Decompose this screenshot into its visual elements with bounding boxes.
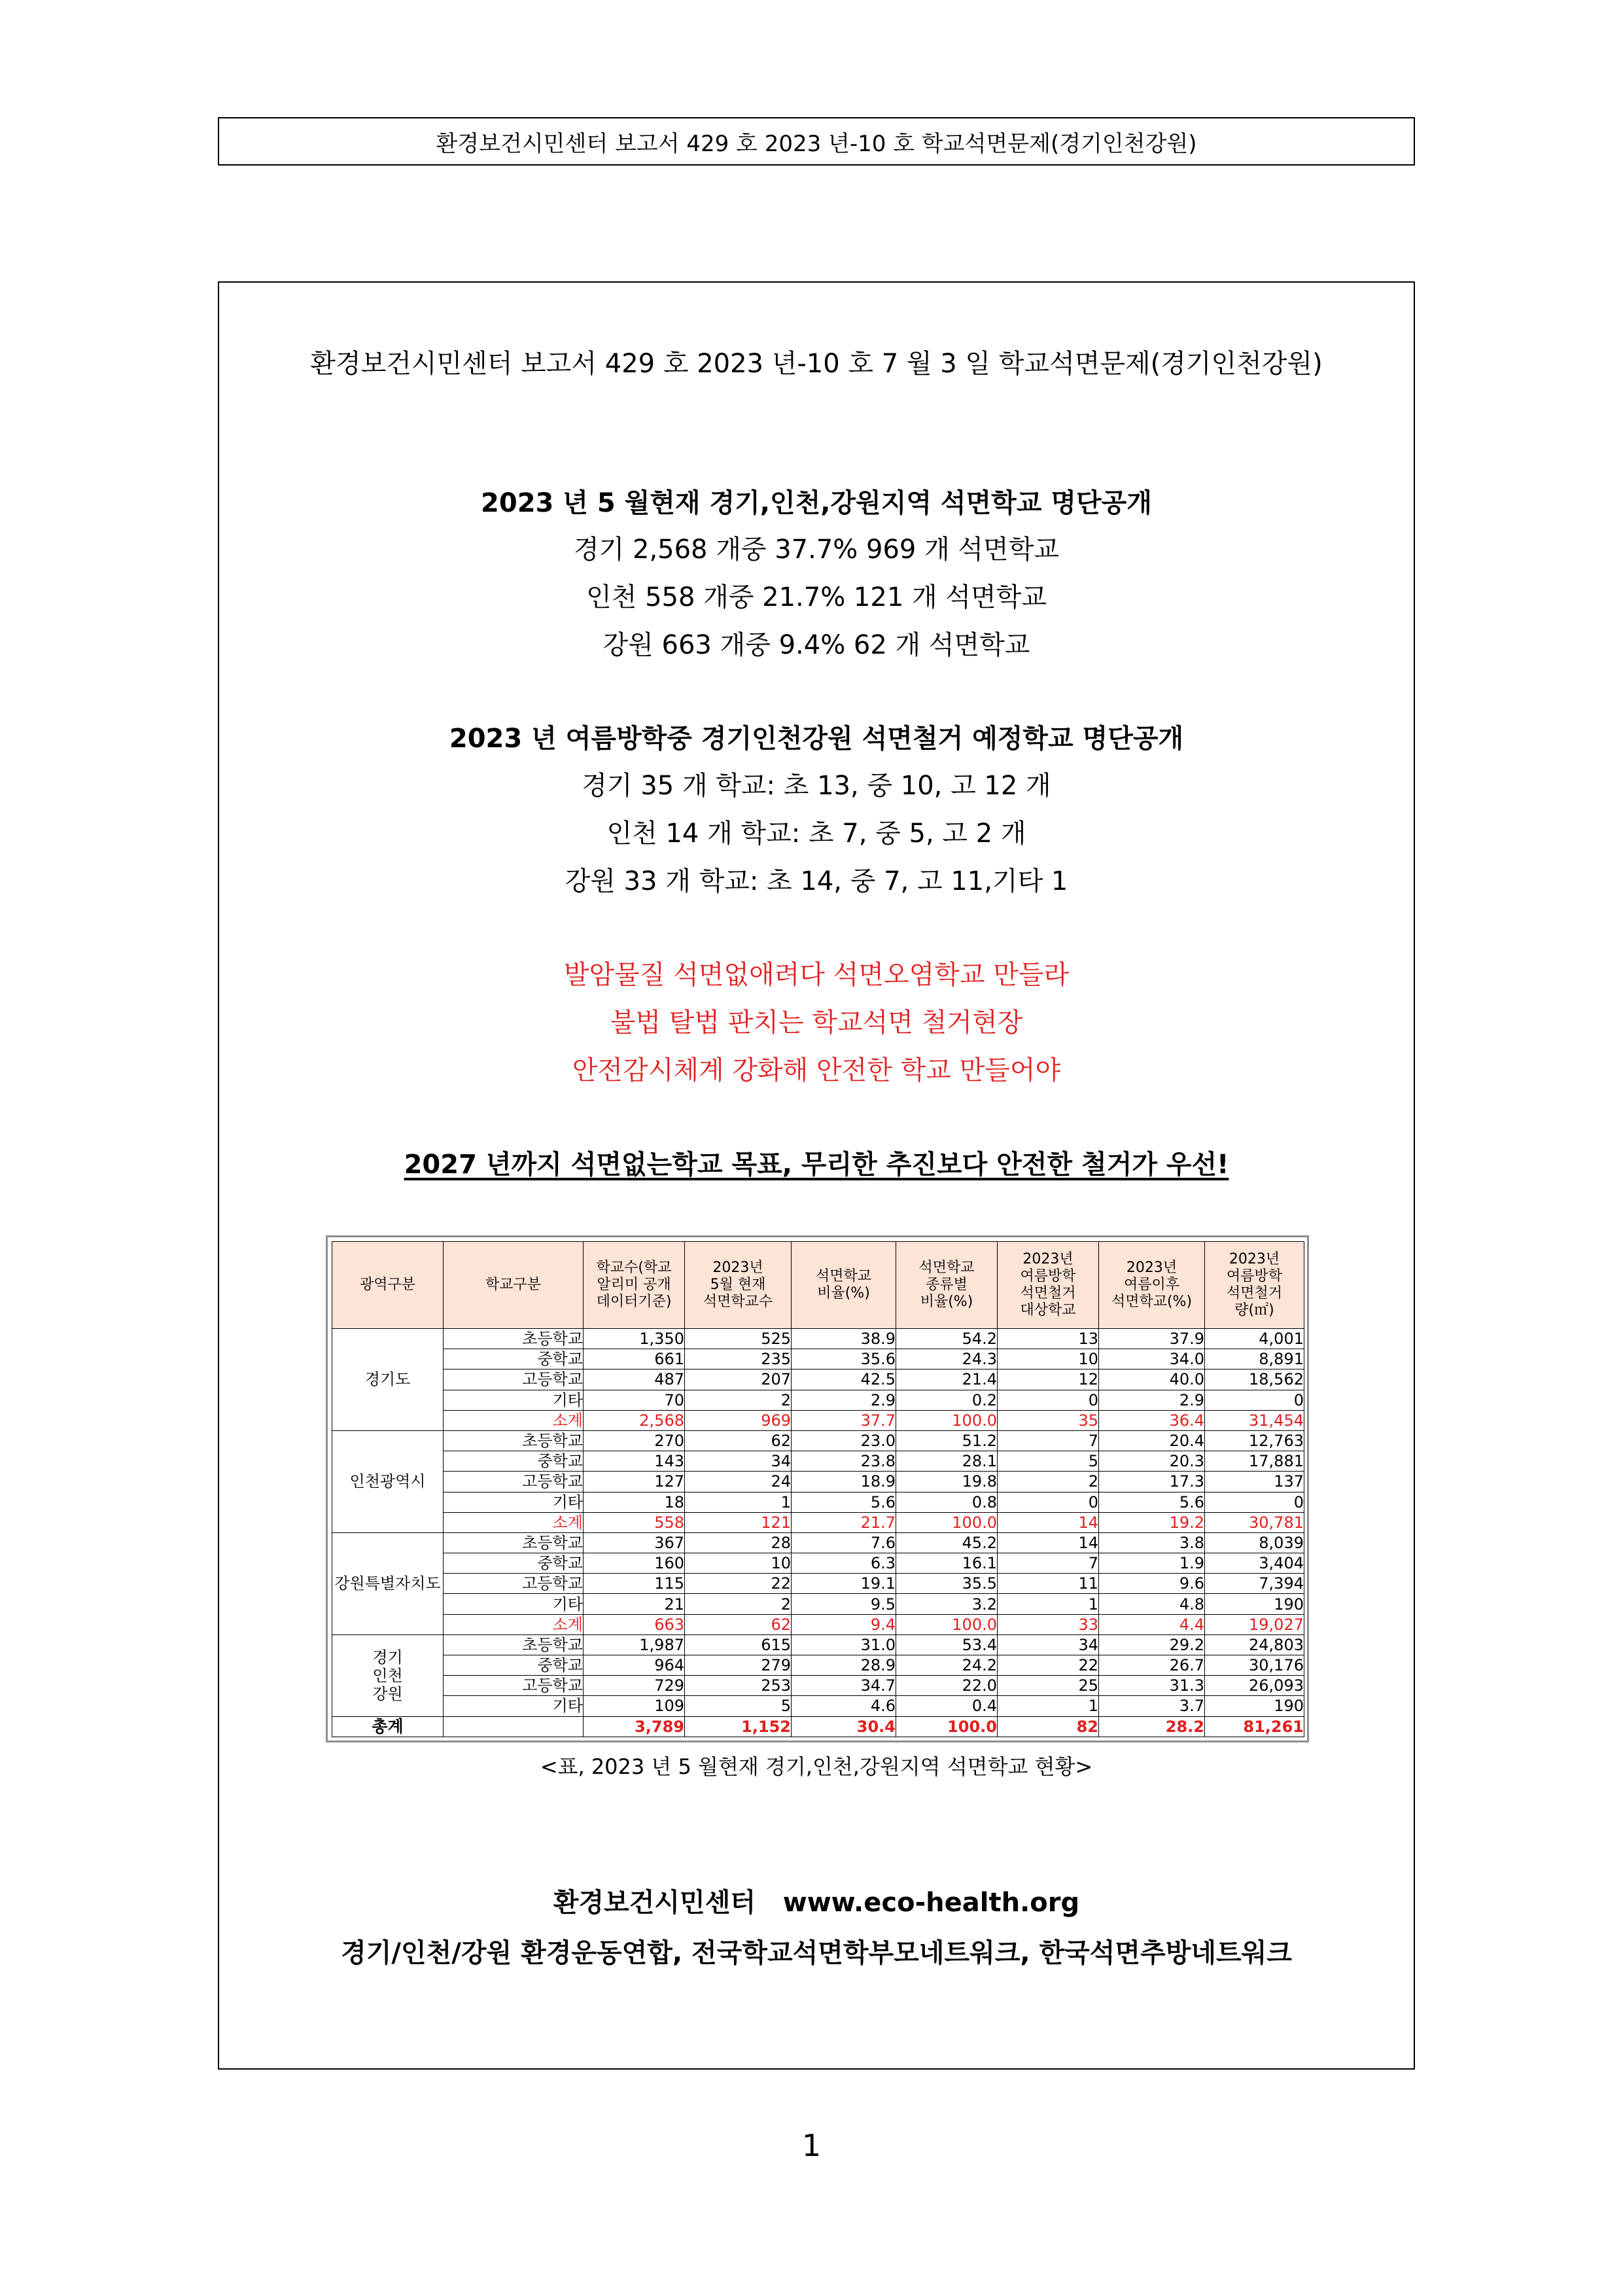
- section2-line-gyeonggi: 경기 35 개 학교: 초 13, 중 10, 고 12 개: [582, 771, 1051, 801]
- value-cell: 37.9: [1099, 1329, 1205, 1349]
- value-cell: 5: [685, 1696, 792, 1716]
- value-cell: 4.6: [792, 1696, 896, 1716]
- value-cell: 42.5: [792, 1369, 896, 1390]
- value-cell: 7: [998, 1553, 1099, 1574]
- table-subtotal-row: [332, 1512, 1304, 1532]
- value-cell: 31.3: [1099, 1676, 1205, 1696]
- value-cell: 1: [998, 1696, 1099, 1716]
- value-cell: 22: [998, 1655, 1099, 1676]
- value-cell: 2: [685, 1390, 792, 1410]
- region-cell: 강원특별자치도: [332, 1532, 444, 1634]
- value-cell: 143: [584, 1451, 685, 1472]
- table-subtotal-row: [332, 1410, 1304, 1430]
- value-cell: 24: [685, 1472, 792, 1492]
- value-cell: 24.2: [896, 1655, 998, 1676]
- value-cell: 1,350: [584, 1329, 685, 1349]
- school-type-cell: 고등학교: [444, 1574, 584, 1594]
- region-cell: 인천광역시: [332, 1430, 444, 1532]
- value-cell: 24,803: [1205, 1634, 1304, 1655]
- goal-headline: 2027 년까지 석면없는학교 목표, 무리한 추진보다 안전한 철거가 우선!: [404, 1150, 1229, 1180]
- value-cell: 28.1: [896, 1451, 998, 1472]
- school-type-cell: 초등학교: [444, 1329, 584, 1349]
- value-cell: 24.3: [896, 1349, 998, 1369]
- school-type-cell: 고등학교: [444, 1676, 584, 1696]
- value-cell: 53.4: [896, 1634, 998, 1655]
- value-cell: 12: [998, 1369, 1099, 1390]
- school-type-cell: 중학교: [444, 1655, 584, 1676]
- value-cell: 20.4: [1099, 1430, 1205, 1451]
- value-cell: 51.2: [896, 1430, 998, 1451]
- value-cell: 22.0: [896, 1676, 998, 1696]
- header-school-type: 학교구분: [444, 1242, 584, 1329]
- total-value-cell: 81,261: [1205, 1716, 1304, 1737]
- section1-title: 2023 년 5 월현재 경기,인천,강원지역 석면학교 명단공개: [481, 488, 1152, 518]
- table-header-row: [332, 1242, 1304, 1329]
- table-row: [332, 1655, 1304, 1676]
- school-type-cell: 초등학교: [444, 1634, 584, 1655]
- value-cell: 13: [998, 1329, 1099, 1349]
- table-subtotal-row: [332, 1614, 1304, 1634]
- value-cell: 4,001: [1205, 1329, 1304, 1349]
- value-cell: 7,394: [1205, 1574, 1304, 1594]
- value-cell: 235: [685, 1349, 792, 1369]
- value-cell: 18,562: [1205, 1369, 1304, 1390]
- table-caption: <표, 2023 년 5 월현재 경기,인천,강원지역 석면학교 현황>: [540, 1754, 1093, 1779]
- table-row: [332, 1696, 1304, 1716]
- value-cell: 0: [1205, 1390, 1304, 1410]
- value-cell: 127: [584, 1472, 685, 1492]
- total-value-cell: [444, 1716, 584, 1737]
- value-cell: 19.8: [896, 1472, 998, 1492]
- value-cell: 2.9: [792, 1390, 896, 1410]
- school-type-cell: 소계: [444, 1512, 584, 1532]
- value-cell: 270: [584, 1430, 685, 1451]
- school-type-cell: 소계: [444, 1410, 584, 1430]
- table-row: [332, 1349, 1304, 1369]
- value-cell: 487: [584, 1369, 685, 1390]
- section2-line-incheon: 인천 14 개 학교: 초 7, 중 5, 고 2 개: [606, 819, 1026, 849]
- value-cell: 19.1: [792, 1574, 896, 1594]
- value-cell: 16.1: [896, 1553, 998, 1574]
- value-cell: 12,763: [1205, 1430, 1304, 1451]
- value-cell: 30,781: [1205, 1512, 1304, 1532]
- value-cell: 26.7: [1099, 1655, 1205, 1676]
- value-cell: 40.0: [1099, 1369, 1205, 1390]
- school-type-cell: 초등학교: [444, 1430, 584, 1451]
- value-cell: 0: [998, 1492, 1099, 1512]
- value-cell: 2.9: [1099, 1390, 1205, 1410]
- statistics-table-frame: [326, 1235, 1309, 1742]
- school-type-cell: 초등학교: [444, 1532, 584, 1553]
- value-cell: 20.3: [1099, 1451, 1205, 1472]
- value-cell: 969: [685, 1410, 792, 1430]
- value-cell: 121: [685, 1512, 792, 1532]
- header-asbestos-ratio: 석면학교 비율(%): [792, 1242, 896, 1329]
- value-cell: 1.9: [1099, 1553, 1205, 1574]
- value-cell: 0: [998, 1390, 1099, 1410]
- header-type-ratio: 석면학교 종류별 비율(%): [896, 1242, 998, 1329]
- value-cell: 31,454: [1205, 1410, 1304, 1430]
- value-cell: 0.2: [896, 1390, 998, 1410]
- value-cell: 9.6: [1099, 1574, 1205, 1594]
- value-cell: 25: [998, 1676, 1099, 1696]
- value-cell: 729: [584, 1676, 685, 1696]
- total-value-cell: 3,789: [584, 1716, 685, 1737]
- value-cell: 5.6: [1099, 1492, 1205, 1512]
- table-row: [332, 1634, 1304, 1655]
- section1-line-gangwon: 강원 663 개중 9.4% 62 개 석면학교: [602, 630, 1030, 660]
- value-cell: 7.6: [792, 1532, 896, 1553]
- value-cell: 1: [685, 1492, 792, 1512]
- running-header: [218, 117, 1415, 166]
- value-cell: 615: [685, 1634, 792, 1655]
- value-cell: 5: [998, 1451, 1099, 1472]
- school-type-cell: 고등학교: [444, 1369, 584, 1390]
- value-cell: 0: [1205, 1492, 1304, 1512]
- value-cell: 28.9: [792, 1655, 896, 1676]
- table-row: [332, 1532, 1304, 1553]
- value-cell: 22: [685, 1574, 792, 1594]
- header-region: 광역구분: [332, 1242, 444, 1329]
- school-type-cell: 기타: [444, 1492, 584, 1512]
- value-cell: 34.0: [1099, 1349, 1205, 1369]
- value-cell: 17.3: [1099, 1472, 1205, 1492]
- footer-org-line: 환경보건시민센터 www.eco-health.org: [553, 1888, 1080, 1918]
- value-cell: 4.4: [1099, 1614, 1205, 1634]
- value-cell: 253: [685, 1676, 792, 1696]
- value-cell: 7: [998, 1430, 1099, 1451]
- header-school-count: 학교수(학교 알리미 공개 데이터기준): [584, 1242, 685, 1329]
- table-row: [332, 1594, 1304, 1614]
- value-cell: 70: [584, 1390, 685, 1410]
- value-cell: 2: [998, 1472, 1099, 1492]
- table-row: [332, 1472, 1304, 1492]
- value-cell: 34.7: [792, 1676, 896, 1696]
- value-cell: 36.4: [1099, 1410, 1205, 1430]
- region-cell: 경기 인천 강원: [332, 1634, 444, 1716]
- value-cell: 21: [584, 1594, 685, 1614]
- value-cell: 4.8: [1099, 1594, 1205, 1614]
- section2-line-gangwon: 강원 33 개 학교: 초 14, 중 7, 고 11,기타 1: [565, 866, 1068, 896]
- value-cell: 100.0: [896, 1614, 998, 1634]
- table-row: [332, 1492, 1304, 1512]
- value-cell: 19,027: [1205, 1614, 1304, 1634]
- value-cell: 33: [998, 1614, 1099, 1634]
- value-cell: 9.4: [792, 1614, 896, 1634]
- school-type-cell: 고등학교: [444, 1472, 584, 1492]
- school-type-cell: 기타: [444, 1594, 584, 1614]
- section2-title: 2023 년 여름방학중 경기인천강원 석면철거 예정학교 명단공개: [449, 724, 1184, 754]
- value-cell: 35.6: [792, 1349, 896, 1369]
- value-cell: 23.0: [792, 1430, 896, 1451]
- value-cell: 558: [584, 1512, 685, 1532]
- value-cell: 26,093: [1205, 1676, 1304, 1696]
- value-cell: 661: [584, 1349, 685, 1369]
- header-asbestos-schools: 2023년 5월 현재 석면학교수: [685, 1242, 792, 1329]
- table-row: [332, 1430, 1304, 1451]
- school-type-cell: 소계: [444, 1614, 584, 1634]
- value-cell: 28: [685, 1532, 792, 1553]
- value-cell: 100.0: [896, 1410, 998, 1430]
- table-row: [332, 1574, 1304, 1594]
- report-body-frame: [218, 281, 1415, 2070]
- value-cell: 3.7: [1099, 1696, 1205, 1716]
- value-cell: 21.7: [792, 1512, 896, 1532]
- value-cell: 9.5: [792, 1594, 896, 1614]
- value-cell: 279: [685, 1655, 792, 1676]
- value-cell: 11: [998, 1574, 1099, 1594]
- total-value-cell: 1,152: [685, 1716, 792, 1737]
- value-cell: 0.8: [896, 1492, 998, 1512]
- value-cell: 8,891: [1205, 1349, 1304, 1369]
- warning-line-3: 안전감시체계 강화해 안전한 학교 만들어야: [572, 1055, 1061, 1086]
- value-cell: 109: [584, 1696, 685, 1716]
- header-removal-area: 2023년 여름방학 석면철거 량(㎡): [1205, 1242, 1304, 1329]
- value-cell: 62: [685, 1430, 792, 1451]
- total-value-cell: 28.2: [1099, 1716, 1205, 1737]
- value-cell: 37.7: [792, 1410, 896, 1430]
- value-cell: 5.6: [792, 1492, 896, 1512]
- value-cell: 21.4: [896, 1369, 998, 1390]
- value-cell: 29.2: [1099, 1634, 1205, 1655]
- value-cell: 2,568: [584, 1410, 685, 1430]
- value-cell: 17,881: [1205, 1451, 1304, 1472]
- total-value-cell: 82: [998, 1716, 1099, 1737]
- asbestos-school-table: [332, 1241, 1304, 1737]
- value-cell: 54.2: [896, 1329, 998, 1349]
- total-value-cell: 30.4: [792, 1716, 896, 1737]
- value-cell: 18.9: [792, 1472, 896, 1492]
- value-cell: 964: [584, 1655, 685, 1676]
- table-row: [332, 1676, 1304, 1696]
- section1-line-gyeonggi: 경기 2,568 개중 37.7% 969 개 석면학교: [574, 535, 1059, 565]
- table-row: [332, 1553, 1304, 1574]
- value-cell: 1: [998, 1594, 1099, 1614]
- value-cell: 137: [1205, 1472, 1304, 1492]
- warning-line-2: 불법 탈법 판치는 학교석면 철거현장: [610, 1008, 1023, 1038]
- school-type-cell: 중학교: [444, 1553, 584, 1574]
- value-cell: 207: [685, 1369, 792, 1390]
- table-row: [332, 1451, 1304, 1472]
- value-cell: 1,987: [584, 1634, 685, 1655]
- value-cell: 34: [998, 1634, 1099, 1655]
- value-cell: 0.4: [896, 1696, 998, 1716]
- total-value-cell: 100.0: [896, 1716, 998, 1737]
- table-row: [332, 1390, 1304, 1410]
- value-cell: 367: [584, 1532, 685, 1553]
- table-total-row: [332, 1716, 1304, 1737]
- value-cell: 115: [584, 1574, 685, 1594]
- table-body: [332, 1329, 1304, 1737]
- value-cell: 100.0: [896, 1512, 998, 1532]
- value-cell: 23.8: [792, 1451, 896, 1472]
- value-cell: 525: [685, 1329, 792, 1349]
- value-cell: 35.5: [896, 1574, 998, 1594]
- value-cell: 3.8: [1099, 1532, 1205, 1553]
- value-cell: 10: [685, 1553, 792, 1574]
- value-cell: 18: [584, 1492, 685, 1512]
- warning-line-1: 발암물질 석면없애려다 석면오염학교 만들라: [563, 960, 1070, 990]
- value-cell: 30,176: [1205, 1655, 1304, 1676]
- header-removal-targets: 2023년 여름방학 석면철거 대상학교: [998, 1242, 1099, 1329]
- school-type-cell: 기타: [444, 1390, 584, 1410]
- table-row: [332, 1329, 1304, 1349]
- value-cell: 190: [1205, 1696, 1304, 1716]
- value-cell: 34: [685, 1451, 792, 1472]
- value-cell: 45.2: [896, 1532, 998, 1553]
- running-header-text: 환경보건시민센터 보고서 429 호 2023 년-10 호 학교석면문제(경기인천강원): [436, 130, 1197, 157]
- value-cell: 19.2: [1099, 1512, 1205, 1532]
- value-cell: 14: [998, 1532, 1099, 1553]
- value-cell: 3,404: [1205, 1553, 1304, 1574]
- value-cell: 38.9: [792, 1329, 896, 1349]
- value-cell: 160: [584, 1553, 685, 1574]
- table-row: [332, 1369, 1304, 1390]
- value-cell: 3.2: [896, 1594, 998, 1614]
- footer-partners-line: 경기/인천/강원 환경운동연합, 전국학교석면학부모네트워크, 한국석면추방네트워크: [341, 1938, 1292, 1968]
- value-cell: 190: [1205, 1594, 1304, 1614]
- value-cell: 35: [998, 1410, 1099, 1430]
- value-cell: 663: [584, 1614, 685, 1634]
- header-after-summer: 2023년 여름이후 석면학교(%): [1099, 1242, 1205, 1329]
- value-cell: 2: [685, 1594, 792, 1614]
- value-cell: 31.0: [792, 1634, 896, 1655]
- school-type-cell: 기타: [444, 1696, 584, 1716]
- value-cell: 62: [685, 1614, 792, 1634]
- region-cell: 경기도: [332, 1329, 444, 1431]
- school-type-cell: 중학교: [444, 1349, 584, 1369]
- school-type-cell: 중학교: [444, 1451, 584, 1472]
- value-cell: 8,039: [1205, 1532, 1304, 1553]
- total-label-cell: 총계: [332, 1716, 444, 1737]
- report-id-line: 환경보건시민센터 보고서 429 호 2023 년-10 호 7 월 3 일 학교석면문제(경기인천강원): [310, 349, 1323, 379]
- value-cell: 10: [998, 1349, 1099, 1369]
- section1-line-incheon: 인천 558 개중 21.7% 121 개 석면학교: [586, 582, 1047, 612]
- value-cell: 14: [998, 1512, 1099, 1532]
- page-number: 1: [801, 2128, 822, 2163]
- value-cell: 6.3: [792, 1553, 896, 1574]
